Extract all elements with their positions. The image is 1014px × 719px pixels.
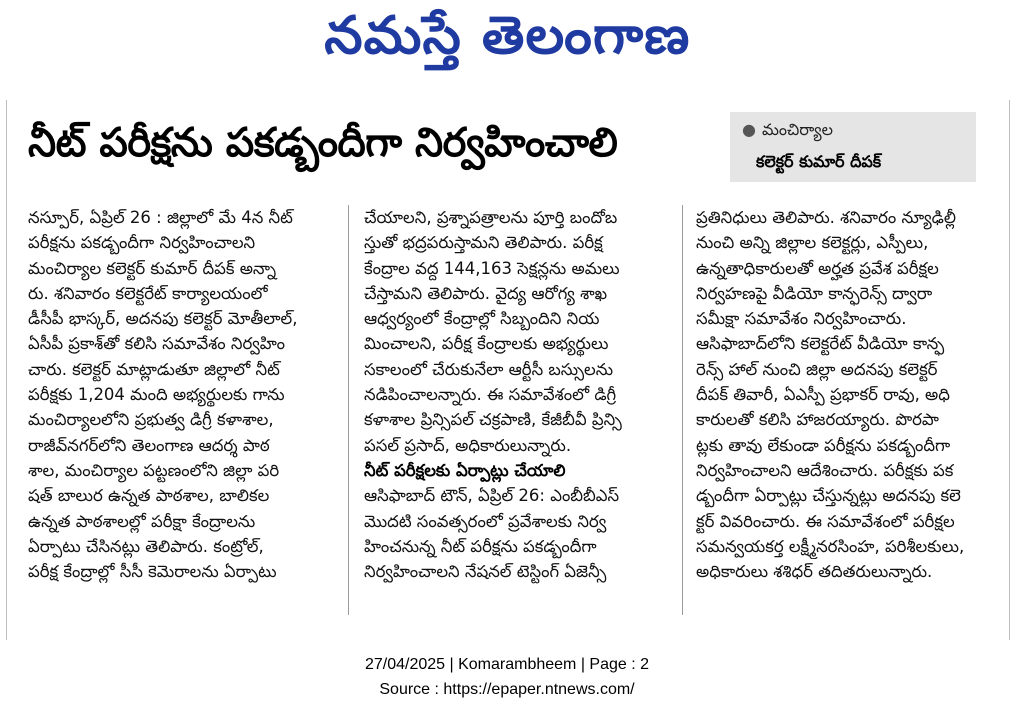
- article-column-1: [28, 205, 332, 584]
- bullet-icon: ●: [742, 120, 756, 139]
- article-text-line: పసల్ ప్రసాద్, అధికారులున్నారు.: [364, 435, 572, 455]
- article-text-line: సమీక్షా సమావేశం నిర్వహించారు.: [696, 309, 907, 329]
- article-text-line: డీసీపీ భాస్కర్, అదనపు కలెక్టర్ మోతీలాల్,: [28, 309, 298, 329]
- article-text-line: ఉన్నత పాఠశాలల్లో పరీక్షా కేంద్రాలను: [28, 511, 256, 531]
- article-text-line: నిర్వహించాలని నేషనల్ టెస్టింగ్ ఏజెన్సీ: [364, 562, 607, 582]
- article-text-line: చేయాలని, ప్రశ్నాపత్రాలను పూర్తి బందోబ: [364, 208, 618, 227]
- article-text-line: సమన్వయకర్త లక్ష్మీనరసింహ, పరిశీలకులు,: [696, 536, 965, 556]
- article-text-line: రు. శనివారం కలెక్టరేట్ కార్యాలయంలో: [28, 283, 268, 303]
- article-text-line: అధికారులు శశిధర్ తదితరులున్నారు.: [696, 562, 933, 582]
- article-text-line: స్తుతో భద్రపరుస్తామని తెలిపారు. పరీక్ష: [364, 233, 603, 253]
- article-text-line: చారు. కలెక్టర్ మాట్లాడుతూ జిల్లాలో నీట్: [28, 359, 280, 379]
- article-text-line: షత్ బాలుర ఉన్నత పాఠశాల, బాలికల: [28, 486, 270, 506]
- dateline-place: [742, 120, 833, 143]
- article-text-line: మంచిర్యాల కలెక్టర్ కుమార్ దీపక్ అన్నా: [28, 258, 277, 278]
- article-text-line: డ్బందీగా ఏర్పాట్లు చేస్తున్నట్లు అదనపు కలె: [696, 486, 961, 506]
- column-divider: [348, 205, 349, 615]
- article-text-line: దీపక్ తివారీ, ఏఎస్పీ ప్రభాకర్ రావు, అధి: [696, 385, 950, 405]
- article-text-line: పరీక్షను పకడ్బందీగా నిర్వహించాలని: [28, 233, 256, 253]
- article-column-3: [696, 205, 982, 584]
- masthead-logo: [0, 0, 1014, 80]
- article-text-line: నస్పూర్, ఏప్రిల్ 26 : జిల్లాలో మే 4న నీట్: [28, 208, 293, 227]
- article-text-line: కారులతో కలిసి హాజరయ్యారు. పొరపా: [696, 410, 939, 430]
- article-text-line: కళాశాల ప్రిన్సిపల్ చక్రపాణి, కేజీబీవీ ప్రిన్సి: [364, 410, 622, 430]
- article-text-line: ఆధ్వర్యంలో కేంద్రాల్లో సిబ్బందిని నియ: [364, 309, 600, 329]
- article-text-line: నిర్వహించాలని ఆదేశించారు. పరీక్షకు పక: [696, 460, 954, 480]
- dateline-box: [730, 112, 976, 182]
- masthead-title: నమస్తే తెలంగాణ: [323, 6, 691, 66]
- article-text-line: ట్లకు తావు లేకుండా పరీక్షను పకడ్బందీగా: [696, 435, 951, 455]
- footer-source: Source : https://epaper.ntnews.com/: [379, 681, 635, 698]
- article-text-line: క్టర్ వివరించారు. ఈ సమావేశంలో పరీక్షల: [696, 511, 955, 531]
- article-text-line: సకాలంలో చేరుకునేలా ఆర్టీసీ బస్సులను: [364, 359, 614, 379]
- article-text-line: నడిపించాలన్నారు. ఈ సమావేశంలో డిగ్రీ: [364, 385, 617, 405]
- article-text-line: కేంద్రాల వద్ద 144,163 సెక్షన్లను అమలు: [364, 258, 620, 278]
- article-text-line: చేస్తామని తెలిపారు. వైద్య ఆరోగ్య శాఖ: [364, 283, 608, 303]
- article-headline: నీట్ పరీక్షను పకడ్బందీగా నిర్వహించాలి: [28, 120, 618, 166]
- article-text-line: ఏర్పాటు చేసినట్లు తెలిపారు. కంట్రోల్,: [28, 536, 264, 556]
- article-text-line: ఆసిఫాబాద్‌లోని కలెక్టరేట్ వీడియో కాన్ఫ: [696, 334, 945, 354]
- article-text-line: హించనున్న నీట్ పరీక్షను పకడ్బందీగా: [364, 536, 597, 556]
- column-divider: [682, 205, 683, 615]
- article-text-line: రెన్స్ హాల్ నుంచి జిల్లా అదనపు కలెక్టర్: [696, 359, 938, 379]
- article-text-line: ప్రతినిధులు తెలిపారు. శనివారం న్యూఢిల్లీ: [696, 208, 956, 227]
- article-text-line: పరీక్షకు 1,204 మంది అభ్యర్థులకు గాను: [28, 385, 285, 405]
- article-text-line: ఆసిఫాబాద్ టౌన్, ఏప్రిల్ 26: ఎంబీబీఎస్: [364, 486, 620, 506]
- article-text-line: నుంచి అన్ని జిల్లాల కలెక్టర్లు, ఎస్పీలు,: [696, 233, 929, 253]
- article-text-line: పరీక్ష కేంద్రాల్లో సీసీ కెమెరాలను ఏర్పాటు: [28, 562, 277, 582]
- byline: కలెక్టర్ కుమార్ దీపక్: [756, 152, 882, 171]
- subheading: నీట్ పరీక్షలకు ఏర్పాట్లు చేయాలి: [364, 460, 566, 480]
- article-text-line: మొదటి సంవత్సరంలో ప్రవేశాలకు నిర్వ: [364, 511, 607, 531]
- article-text-line: శాల, మంచిర్యాల పట్టణంలోని జిల్లా పరి: [28, 460, 280, 480]
- article-text-line: మంచిర్యాలలోని ప్రభుత్వ డిగ్రీ కళాశాల,: [28, 410, 274, 430]
- article-text-line: రాజీవ్‌నగర్‌లోని తెలంగాణ ఆదర్శ పాఠ: [28, 435, 270, 455]
- article-text-line: ఏసీపీ ప్రకాశ్‌తో కలిసి సమావేశం నిర్వహిం: [28, 334, 286, 354]
- article-text-line: ఉన్నతాధికారులతో అర్హత ప్రవేశ పరీక్షల: [696, 258, 939, 278]
- dateline-place-text: మంచిర్యాల: [761, 120, 833, 139]
- article-column-2: [364, 205, 668, 584]
- footer-edition-info: 27/04/2025 | Komarambheem | Page : 2: [364, 656, 650, 673]
- article-text-line: మించాలని, పరీక్ష కేంద్రాలకు అభ్యర్థులు: [364, 334, 609, 354]
- article-text-line: నిర్వహణపై వీడియో కాన్ఫరెన్స్ ద్వారా: [696, 283, 933, 303]
